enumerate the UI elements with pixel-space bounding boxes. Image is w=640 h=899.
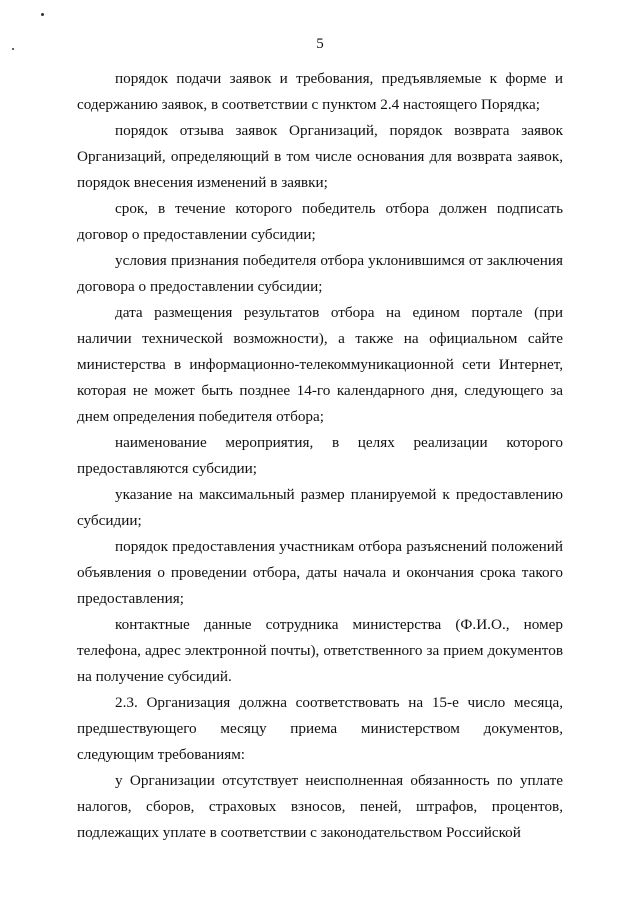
paragraph: условия признания победителя отбора уклонившимся от заключения договора о предоставлении субсидии; — [77, 252, 563, 295]
paragraph: дата размещения результатов отбора на едином портале (при наличии технической возможности), а также на официальном сайте министерства в информационно-телекоммуникационной сети Интернет, которая не может быть позднее 14-го календарного дня, следующего за днем определения победителя отбора; — [77, 304, 563, 425]
page-number: 5 — [316, 36, 324, 52]
paragraph: порядок отзыва заявок Организаций, порядок возврата заявок Организаций, определяющий в том числе основания для возврата заявок, порядок внесения изменений в заявки; — [77, 122, 563, 191]
paragraph: указание на максимальный размер планируемой к предоставлению субсидии; — [77, 486, 563, 529]
paragraph: порядок предоставления участникам отбора разъяснений положений объявления о проведении отбора, даты начала и окончания срока такого предоставления; — [77, 538, 563, 607]
document-body — [77, 66, 563, 846]
paragraph: у Организации отсутствует неисполненная обязанность по уплате налогов, сборов, страховых взносов, пеней, штрафов, процентов, подлежащих уплате в соответствии с законодательством Российской — [77, 772, 563, 841]
paragraph: 2.3. Организация должна соответствовать на 15-е число месяца, предшествующего месяцу приема министерством документов, следующим требованиям: — [77, 694, 563, 763]
paragraph: порядок подачи заявок и требования, предъявляемые к форме и содержанию заявок, в соответствии с пунктом 2.4 настоящего Порядка; — [77, 70, 563, 113]
scan-speck — [41, 13, 44, 16]
paragraph: срок, в течение которого победитель отбора должен подписать договор о предоставлении субсидии; — [77, 200, 563, 243]
paragraph: наименование мероприятия, в целях реализации которого предоставляются субсидии; — [77, 434, 563, 477]
paragraph: контактные данные сотрудника министерства (Ф.И.О., номер телефона, адрес электронной почты), ответственного за прием документов на получение субсидий. — [77, 616, 563, 685]
